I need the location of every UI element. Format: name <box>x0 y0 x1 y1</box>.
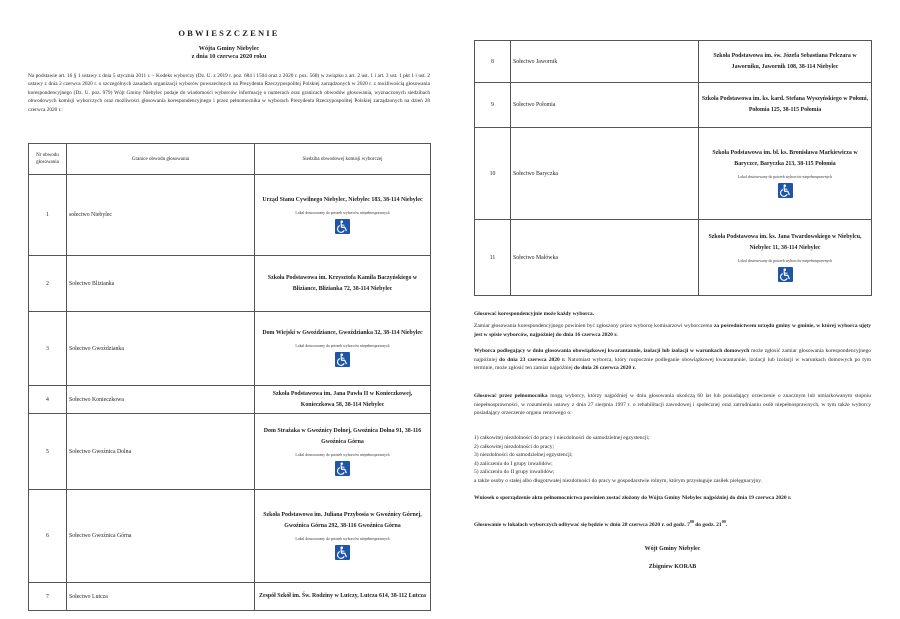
district-number: 11 <box>475 220 511 296</box>
signature-name: Zbigniew KORAB <box>648 564 697 570</box>
wheelchair-icon <box>335 545 350 560</box>
wheelchair-icon <box>335 352 350 367</box>
page-title: OBWIESZCZENIE <box>178 28 280 38</box>
commission-seat <box>255 312 431 386</box>
header-siedziba: Siedziba obwodowej komisji wyborczej <box>255 144 431 175</box>
commission-seat <box>255 386 431 414</box>
commission-seat <box>255 583 431 611</box>
table-row <box>475 220 872 296</box>
districts-table-part2 <box>474 40 872 296</box>
district-number: 7 <box>29 583 67 611</box>
list-item: 3) niezdolności do samodzielnej egzystencji; <box>474 452 573 458</box>
table-row <box>29 386 431 414</box>
district-area: Sołectwo Jawornik <box>511 41 699 83</box>
seat-address: Szkoła Podstawowa im. bł. ks. Bronisława Markiewicza w Baryczce, Baryczka 213, 38-115 Połomia <box>712 149 858 167</box>
commission-seat <box>699 41 872 83</box>
district-number: 1 <box>29 175 67 256</box>
district-area: Sołectwo Połomia <box>511 83 699 128</box>
accessible-note: Lokal dostosowany do potrzeb wyborców niepełnosprawnych <box>295 344 390 348</box>
district-area: Sołectwo Małówka <box>511 220 699 296</box>
issuer-line: Wójta Gminy Niebylec <box>198 45 260 52</box>
note-correspondence: Głosować korespondencyjnie może każdy wyborca. <box>474 311 595 317</box>
districts-table-part1 <box>28 143 431 611</box>
seat-address: Dom Strażaka w Gwoźnicy Dolnej, Gwoźnica Dolna 91, 38-116 Gwoźnica Górna <box>263 427 422 445</box>
table-row <box>475 83 872 128</box>
district-number: 6 <box>29 490 67 583</box>
district-number: 9 <box>475 83 511 128</box>
seat-address: Urząd Stanu Cywilnego Niebylec, Niebylec 183, 38-114 Niebylec <box>262 196 423 203</box>
table-row <box>29 490 431 583</box>
note-voting-hours: Głosowanie w lokalach wyborczych odbywać się będzie w dniu 28 czerwca 2020 r. od godz. $7^{00}$ do godz. $21^{00}$. <box>474 519 728 528</box>
district-area: Sołectwo Gwoździanka <box>67 312 255 386</box>
list-item: 2) całkowitej niezdolności do pracy; <box>474 443 555 450</box>
district-area: sołectwo Niebylec <box>67 175 255 256</box>
table-row <box>475 41 872 83</box>
table-row <box>29 175 431 256</box>
district-area: Sołectwo Blizianka <box>67 256 255 312</box>
commission-seat <box>699 220 872 296</box>
header-nr: Nr obwodu głosowania <box>29 144 67 175</box>
list-item: 4) zaliczeniu do I grupy inwalidów; <box>474 460 553 467</box>
seat-address: Szkoła Podstawowa im. ks. Jana Twardowskiego w Niebylcu, Niebylec 11, 38-114 Niebylec <box>708 233 862 251</box>
seat-address: Szkoła Podstawowa im. św. Józefa Sebastiana Pelczara w Jaworniku, Jawornik 108, 38-114 Niebylec <box>713 52 857 70</box>
accessible-note: Lokal dostosowany do potrzeb wyborców niepełnosprawnych <box>295 452 390 457</box>
signature-office: Wójt Gminy Niebylec <box>644 546 701 552</box>
commission-seat <box>255 490 431 583</box>
district-area: Sołectwo Konieczkowa <box>67 386 255 414</box>
wheelchair-icon <box>778 183 793 198</box>
district-number: 8 <box>475 41 511 83</box>
table-row <box>29 414 431 490</box>
intro-paragraph: Na podstawie art. 16 § 1 ustawy z dnia 5 stycznia 2011 r. – Kodeks wyborczy (Dz. U. z 2019 r. poz. 684 i 1504 oraz z 2020 r. poz. 568) w związku z art. 2 ust. 1 i art. 3 ust. 1 pkt 1 i ust. 2 ustawy z dnia 2 czerwca 2020 r. o szczególnych zasadach organizacji wyborów powszechnych na Prezydenta Rzeczypospolitej Polskiej zarządzonych w 2020 r. z możliwością głosowania korespondencyjnego (Dz. U. poz. 979) Wójt Gminy Niebylec podaje do wiadomości wyborców informację o numerach oraz granicach obwodów głosowania, wyznaczonych siedzibach obwodowych komisji wyborczych oraz możliwości głosowania korespondencyjnego i przez pełnomocnika w wyborach Prezydenta Rzeczypospolitej Polskiej zarządzonych na dzień 28 czerwca 2020 r.: <box>28 73 430 113</box>
note-proxy: Głosować przez pełnomocnika mogą wyborcy, którzy najpóźniej w dniu głosowania ukończą 60 lat lub posiadający orzeczenie o znacznym lub umiarkowanym stopniu niepełnosprawności, w rozumieniu ustawy z dnia 27 sierpnia 1997 r. o rehabilitacji zawodowej i społecznej oraz zatrudnianiu osób niepełnosprawnych, w tym także wyborcy posiadający orzeczenie organu rentowego o: <box>474 393 871 416</box>
seat-address: Zespół Szkół im. Św. Rodziny w Lutczy, Lutcza 614, 38-112 Lutcza <box>259 593 426 599</box>
seat-address: Szkoła Podstawowa im. Juliana Przybosia w Gwoźnicy Górnej, Gwoźnica Górna 292, 38-116 Gwoźnica Górna <box>263 512 422 529</box>
district-number: 2 <box>29 256 67 312</box>
header-granice: Granice obwodu głosowania <box>67 144 255 175</box>
seat-address: Szkoła Podstawowa im. Krzysztofa Kamila Baczyńskiego w Bliziance, Blizianka 72, 38-114 Niebylec <box>267 274 418 292</box>
table-row <box>475 128 872 220</box>
commission-seat <box>255 256 431 312</box>
list-item: 1) całkowitej niezdolności do pracy i niezdolności do samodzielnej egzystencji; <box>474 435 650 441</box>
list-item: a także osoby o stałej albo długotrwałej niezdolności do pracy w gospodarstwie rolnym, którym przysługuje zasiłek pielęgnacyjny. <box>474 477 763 484</box>
district-area: Sołectwo Lutcza <box>67 583 255 611</box>
list-item: 5) zaliczeniu do II grupy inwalidów; <box>474 469 555 475</box>
commission-seat <box>699 128 872 220</box>
seat-address: Szkoła Podstawowa im. ks. kard. Stefana Wyszyńskiego w Połomi, Połomia 125, 38-115 Połomia <box>701 96 869 113</box>
table-row <box>29 256 431 312</box>
table-row <box>29 312 431 386</box>
accessible-note: Lokal dostosowany do potrzeb wyborców niepełnosprawnych <box>737 258 833 263</box>
commission-seat <box>699 83 872 128</box>
wheelchair-icon <box>335 461 350 476</box>
table-row <box>29 583 431 611</box>
commission-seat <box>255 175 431 256</box>
commission-seat <box>255 414 431 490</box>
district-number: 10 <box>475 128 511 220</box>
district-area: Sołectwo Gwoźnica Dolna <box>67 414 255 490</box>
district-number: 3 <box>29 312 67 386</box>
district-number: 5 <box>29 414 67 490</box>
accessible-note: Lokal dostosowany do potrzeb wyborców niepełnosprawnych <box>737 174 833 179</box>
wheelchair-icon <box>335 219 350 234</box>
district-number: 4 <box>29 386 67 414</box>
accessible-note: Lokal dostosowany do potrzeb wyborców niepełnosprawnych <box>295 210 390 215</box>
date-line: z dnia 10 czerwca 2020 roku <box>191 53 267 60</box>
district-area: Sołectwo Baryczka <box>511 128 699 220</box>
accessible-note: Lokal dostosowany do potrzeb wyborców niepełnosprawnych <box>295 537 390 541</box>
note-proxy-deadline: Wniosek o sporządzenie aktu pełnomocnictwa powinien zostać złożony do Wójta Gminy Niebylec najpóźniej do dnia 19 czerwca 2020 r. <box>474 495 792 501</box>
seat-address: Dom Wiejski w Gwoździance, Gwoździanka 32, 38-114 Niebylec <box>262 330 423 336</box>
wheelchair-icon <box>778 267 793 282</box>
note-quarantine: Wyborca podlegający w dniu głosowania obowiązkowej kwarantannie, izolacji lub izolacji w warunkach domowych może zgłosić zamiar głosowania korespondencyjnego najpóźniej do dnia 23 czerwca 2020 r. Natomiast wyborca, który rozpocznie podleganie obowiązkowej kwarantannie, izolacji lub izolacji w warunkach domowych po tym terminie, może zgłosić ten zamiar najpóźniej do dnia 26 czerwca 2020 r. <box>474 348 871 371</box>
district-area: Sołectwo Gwoźnica Górna <box>67 490 255 583</box>
proxy-conditions-list <box>474 434 871 485</box>
seat-address: Szkoła Podstawowa im. Jana Pawła II w Konieczkowej, Konieczkowa 58, 38-114 Niebylec <box>272 390 413 408</box>
note-correspondence-deadline: Zamiar głosowania korespondencyjnego powinien być zgłoszony przez wyborcę komisarzowi wyborczemu za pośrednictwem urzędu gminy w gminie, w której wyborca ujęty jest w spisie wyborców, najpóźniej do dnia 16 czerwca 2020 r. <box>474 323 871 338</box>
